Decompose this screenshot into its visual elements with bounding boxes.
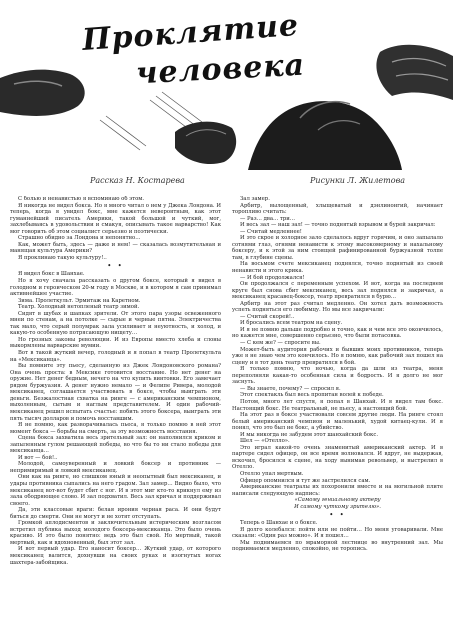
author-credit: Рассказ Н. Костарева: [90, 176, 185, 185]
paragraph: Американские театралы их похоронили вместе и на могильной плите написали следующую надпись:: [232, 484, 443, 497]
section-separator: • •: [329, 511, 346, 520]
paragraph: Зал замер.: [240, 196, 270, 202]
paragraph: Громкой аплодисментов и заключительным истерическим возгласом встретил публика выход молодого боксера-мексиканца. Это было очень красиво. И это было понятно: ведь это был свой. Но мертвый, такой мертвый, как и вдохновенный, был этот зал.: [10, 520, 221, 546]
paragraph: И я не помню дальше подробно и точно, как и чем все это окончилось, но кажется мне, совершенно серьезно, что были потасовка.: [232, 326, 443, 340]
text-column-left: [10, 196, 221, 636]
paragraph: — Считай медленнее!: [240, 228, 302, 235]
title-line-1: Проклятие: [81, 7, 301, 59]
paragraph: Вот в такой жуткий вечер, голодный и я попал в театр Пролеткульта на «Мексиканца».: [10, 350, 221, 363]
paragraph: Отелло упал мертвым.: [240, 470, 304, 477]
epitaph-line: И самому чуткому зрителю».: [294, 503, 381, 510]
title-line-2: человека: [135, 47, 306, 92]
paragraph: Потом, много лет спустя, я попал в Шанхай. И я видел там бокс. Настоящий бокс. Не театральный, не пьесу, а настоящий бой.: [232, 398, 443, 412]
paragraph: Он продолжался с переменным успехом. И вот, когда на последнем круге был снова сбит мексиканец, весь зал поднялся и закричал, а мексиканец красавец-боксер, театр превратился в бурю…: [232, 281, 443, 301]
paragraph: Я долго колебался: пойти или не пойти… Но меня уговаривали. Мне сказали: «Один раз можно». И я пошел…: [232, 526, 443, 540]
paragraph: Арбитр, вылощенный, хлыщеватый и дэнлинонгий, начинает торопливо считать:: [232, 202, 443, 216]
paragraph: Зима. Пролеткульт. Эрмитаж на Каретном.: [18, 297, 141, 304]
paragraph: С болью и ненавистью я вспоминаю об этом.: [18, 196, 145, 202]
paragraph: Арбитр на этот раз считал медленно. Он хотел дать возможность успеть подняться его любимцу. Но мы все закричали:: [232, 300, 443, 314]
paragraph: И бросались всем театром на сцену.: [240, 320, 343, 327]
paragraph: Может-быть аудитория рабочих и бывших моих противников, теперь уже я не знаю чем это кончилось. Но я помню, как рабочий зал пошел на сцену и в тот день театр превратился в бой.: [232, 346, 443, 366]
paragraph: Теперь о Шанхае и о боксе.: [240, 520, 318, 527]
article-body: [10, 196, 447, 636]
paragraph: — С кем же? — спросите вы.: [240, 340, 321, 347]
paragraph: И вот — бой!..: [18, 454, 58, 461]
paragraph: Страшно обидно за Лондона и непонятно…: [18, 235, 141, 242]
paragraph: Шел — «Отелло».: [240, 438, 290, 445]
paragraph: — Вы знаете, почему? — спросил я.: [240, 385, 341, 392]
paragraph: Сцена бокса захватила весь зрительный зал: он наполнился криком и запыленным гулом решающей победы, во что бы то ни стало победы для мексиканца…: [10, 435, 221, 455]
paragraph: Я не помню, как разворачивалась пьеса, я только помню в ней этот момент бокса — борьбы на смерть, за эту возможность восстания.: [10, 422, 221, 435]
paragraph: Они как на ринге, но слишком юный и неопытный был мексиканец, и удары противника сыпались на него градом. Зал замер… Видно было, что мексиканец вот-вот будет сбит с ног. И в этот миг кто-то крикнул ему из зала ободряющее слово. И зал подхватил. Весь зал кричал и поддерживал своего.: [10, 474, 221, 507]
paragraph: — Считай скорей!..: [240, 313, 295, 320]
section-separator: • •: [107, 262, 124, 271]
paragraph: И это скрое и холодное зало сделалось вдруг горячим, и оно запылало сотнями глаз, огнями ненависти к этому высокомерному и нахальному боксеру, и к этой за ним стоящей рафинированной буржуазной толпе там, в глубине сцены.: [232, 235, 443, 261]
header-illustration: [0, 0, 453, 170]
text-column-right: [232, 196, 443, 636]
paragraph: И вот первый удар. Его наносит боксер… Жуткий удар, от которого мексиканец валится, дохнувши на своих руках и изогнутых ногах шахтера-забойщика.: [10, 546, 221, 566]
paragraph: И мы никогда не забудем этот шанхайский бокс.: [240, 431, 379, 438]
paragraph: — И бой продолжался!: [240, 274, 305, 281]
article-title: [81, 7, 342, 92]
paragraph: Мы поднимаемся по мраморной лестнице во внутренний зал. Мы поднимаемся медленно, спокойно, не торопись.: [232, 539, 443, 553]
paragraph: Но я хочу сначала рассказать о другом боксе, который я видел в голодном и героическом 20-м году в Москве, и в котором я сам принимал активнейшее участие.: [10, 278, 221, 298]
paragraph: Я проклинаю такую культуру!..: [18, 254, 107, 261]
paragraph: Я видел бокс в Шанхае.: [18, 271, 85, 278]
paragraph: На этот раз в боксе участвовали совсем другие люди. На ринге стоял белый американский чемпион и маленький, худой китаец-кули. И я понял, что это был не бокс, а убийство.: [232, 412, 443, 432]
paragraph: Но грозных законы революции. И из Европы вместо хлеба и слоны выкормлены варварские мумии.: [10, 336, 221, 350]
paragraph: На восьмом счете мексиканец поднялся, точно поднятый из своей ненависти и этого крика.: [232, 261, 443, 275]
paragraph: Этот спектакль был весь пропитан волей к победе.: [240, 392, 384, 399]
paragraph: Офицер опомнился и тут же застрелился сам.: [240, 477, 371, 484]
paragraph: Это играл какой-то очень знаменитый американский актер. И в партере сидел офицер, он все время волновался. И вдруг, не выдержав, вскочил, бросился к сцене, на ходу вынимая револьвер, и выстрелил в Отелло.: [232, 444, 443, 471]
paragraph: И весь зал — наш зал! — точно поднятый взрывом и бурей закричал:: [240, 222, 436, 229]
paragraph: Я только помню, что ночью, когда да шли из театра, меня переполняли какая-то особенная сила и бодрость. И я долго не мог заснуть.: [232, 366, 443, 386]
paragraph: Молодой, самоуверенный и ловкий боксер и противник — непримиримый и ловкий мексиканец.: [10, 461, 221, 474]
paragraph: Да, эти классовые враги: белая ирония черная раса. И они будут биться до смерти. Они не могут и не хотят отступать.: [10, 507, 221, 520]
paragraph: Театр. Холодный нетопленый театр зимой.: [18, 304, 140, 311]
paragraph: Я никогда не видел бокса. Но я много читал о нем у Джека Лондона. И теперь, когда я увидел бокс, мне кажется невероятным, как этот гуманнейший писатель Америки, такой большой и чуткий, мог, захлебываясь в удовольствии и смакуя, описывать такое варварство! Как мог говорить об этом социалист серьезно и поэтически.: [10, 202, 221, 235]
paragraph: — Раз… два… три…: [240, 215, 296, 222]
paragraph: Вы помните эту пьесу, сделанную из Джек Лондоновского романа? Она очень проста: в Мексике готовится восстание. Но нет денег на оружие. Нет денег бедным, нечего на что купить винтовки. Его замечает рядом буржуазия. А денег нужно немало — и Фелипе Ривера, молодой мексиканец, соглашается участвовать в боксе, чтобы выиграть эти деньги. Безжалостная схватка на ринге — с американским чемпионом, выхоленным, сытым и наглым представителем. И один рабочий-мексиканец решил испытать счастье: побить этого боксера, выиграть эти пять тысяч долларов и помочь восставшим.: [10, 363, 221, 422]
illustrator-credit: Рисунки Л. Жилетова: [310, 176, 405, 185]
paragraph: Как, может быть, здесь — даже и нем! — сказалась возмутительная и манящая культура Америки?: [10, 241, 221, 255]
paragraph: Сидят в шубах и шапках зрители. От этого пара узоры освеженного мнеи по стенам, а на потолке — сырые и черные пятна. Электричества так мало, что серый полумрак зала усиливает и неуютность, и холод, и какую-то особенную потрясающую нищету…: [10, 310, 221, 337]
epitaph-line: «Самому гениальному актеру: [294, 497, 381, 504]
byline: [20, 176, 435, 190]
